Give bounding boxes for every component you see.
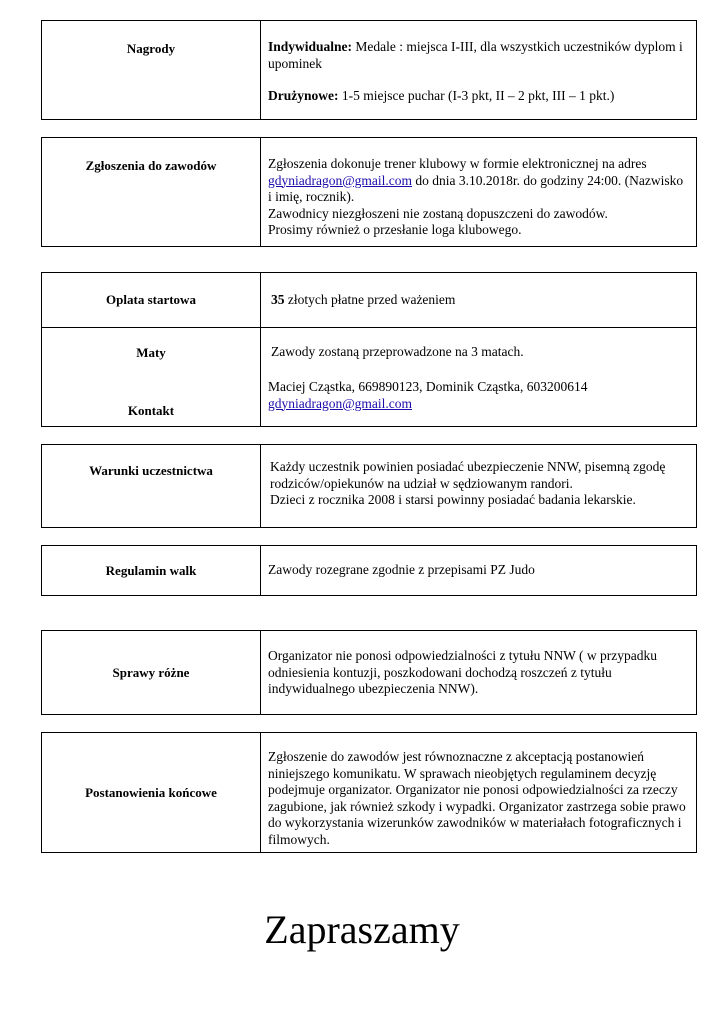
table-sprawy	[41, 630, 697, 715]
closing-invitation: Zapraszamy	[264, 907, 460, 952]
value-regulamin	[261, 546, 696, 595]
label-warunki: Warunki uczestnictwa	[42, 445, 261, 527]
value-kontakt	[261, 377, 696, 426]
table-nagrody	[41, 20, 697, 120]
table-oplata-maty-kontakt	[41, 272, 697, 427]
warunki-text: Każdy uczestnik powinien posiadać ubezpieczenie NNW, pisemną zgodę rodziców/opiekunów na udział w sędziowanym randori.	[270, 459, 666, 491]
kontakt-email-link[interactable]: gdyniadragon@gmail.com	[268, 395, 413, 411]
label-nagrody: Nagrody	[42, 21, 261, 119]
value-zgloszenia	[261, 138, 696, 246]
kontakt-text: Maciej Cząstka, 669890123, Dominik Cząstka, 603200614	[268, 379, 588, 394]
oplata-amount: 35	[271, 291, 285, 307]
value-sprawy	[261, 631, 696, 714]
nagrody-individual-text: Medale : miejsca I-III, dla wszystkich uczestników dyplom i upominek	[268, 39, 683, 71]
label-oplata: Oplata startowa	[42, 273, 261, 327]
label-maty: Maty	[42, 327, 261, 377]
nagrody-individual-heading: Indywidualne:	[268, 39, 353, 54]
label-postanowienia: Postanowienia końcowe	[42, 733, 261, 852]
value-oplata	[261, 273, 696, 327]
value-nagrody	[261, 21, 696, 119]
zgloszenia-line4: Prosimy również o przesłanie loga klubowego.	[268, 222, 522, 237]
sprawy-text: Organizator nie ponosi odpowiedzialności z tytułu NNW ( w przypadku odniesienia kontuzji, poszkodowani dochodzą roszczeń z tytułu indywidualnego ubezpieczenia NNW).	[268, 648, 658, 696]
value-maty	[261, 327, 696, 377]
postanowienia-text: Zgłoszenie do zawodów jest równoznaczne z akceptacją postanowień niniejszego komunikatu. W sprawach nieobjętych regulaminem decyzję podejmuje organizator. Organizator nie ponosi odpowiedzialności za rzeczy zagubione, jak również szkody i wypadki. Organizator zastrzega sobie prawo do wykorzystania wizerunków zawodników w materiałach fotograficznych i filmowych.	[268, 749, 686, 847]
table-regulamin	[41, 545, 697, 596]
oplata-text: złotych płatne przed ważeniem	[284, 291, 456, 307]
regulamin-text: Zawody rozegrane zgodnie z przepisami PZ Judo	[268, 562, 535, 578]
nagrody-team-heading: Drużynowe:	[268, 88, 339, 103]
label-regulamin: Regulamin walk	[42, 546, 261, 595]
value-warunki	[261, 445, 696, 527]
label-sprawy: Sprawy różne	[42, 631, 261, 714]
zgloszenia-text	[268, 156, 688, 206]
zgloszenia-line1: Zgłoszenia dokonuje trener klubowy w formie elektronicznej na adres	[268, 156, 647, 171]
nagrody-individual	[268, 39, 688, 72]
warunki-text2: Dzieci z rocznika 2008 i starsi powinny posiadać badania lekarskie.	[270, 492, 636, 507]
table-zgloszenia	[41, 137, 697, 247]
label-zgloszenia: Zgłoszenia do zawodów	[42, 138, 261, 246]
zgloszenia-line3: Zawodnicy niezgłoszeni nie zostaną dopuszczeni do zawodów.	[268, 205, 608, 221]
maty-text: Zawody zostaną przeprowadzone na 3 matach.	[271, 344, 524, 360]
nagrody-team-text: 1-5 miejsce puchar (I-3 pkt, II – 2 pkt, III – 1 pkt.)	[338, 88, 615, 103]
table-postanowienia	[41, 732, 697, 853]
label-kontakt: Kontakt	[42, 377, 261, 426]
zgloszenia-email-link[interactable]: gdyniadragon@gmail.com	[268, 172, 413, 188]
zgloszenia-line2: do dnia 3.10.2018r. do godziny 24:00. (Nazwisko i imię, rocznik).	[268, 172, 684, 204]
value-postanowienia	[261, 733, 696, 852]
nagrody-team	[268, 88, 688, 105]
table-warunki	[41, 444, 697, 528]
